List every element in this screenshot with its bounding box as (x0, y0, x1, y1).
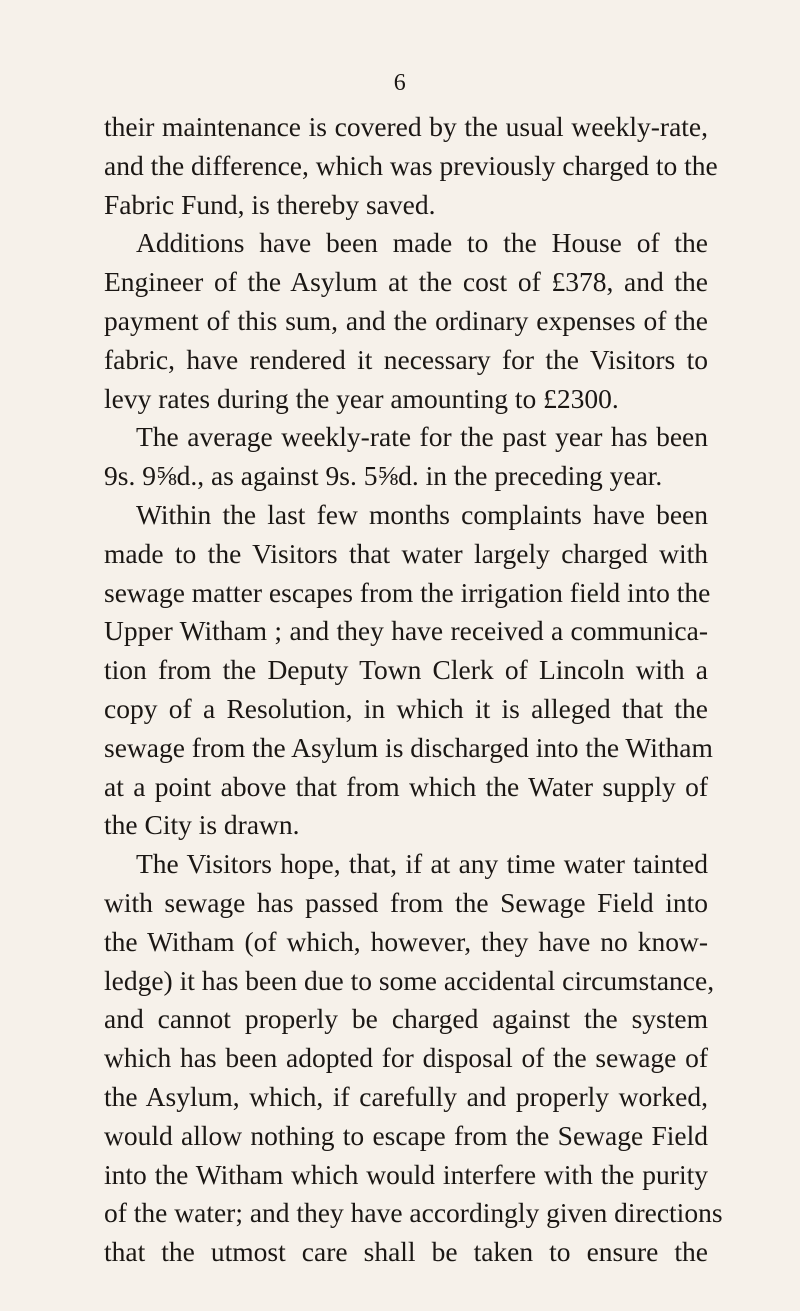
page-number: 6 (393, 70, 407, 96)
text-line: into the Witham which would interfere with the purity (104, 1158, 708, 1190)
text-line: Engineer of the Asylum at the cost of £378, and the (104, 266, 708, 298)
text-line: ledge) it has been due to some accidental circumstance, (104, 964, 715, 996)
text-line: Additions have been made to the House of the (136, 227, 708, 259)
text-line: levy rates during the year amounting to £2300. (104, 382, 619, 414)
text-line: payment of this sum, and the ordinary expenses of the (104, 304, 708, 336)
text-line: that the utmost care shall be taken to ensure the (104, 1236, 708, 1268)
text-line: would allow nothing to escape from the Sewage Field (104, 1119, 708, 1151)
text-line: Fabric Fund, is thereby saved. (104, 188, 436, 220)
text-line: of the water; and they have accordingly given directions (104, 1197, 723, 1229)
text-line: with sewage has passed from the Sewage Field into (104, 886, 708, 918)
text-line: tion from the Deputy Town Clerk of Lincoln with a (104, 654, 708, 686)
text-line: the Asylum, which, if carefully and properly worked, (104, 1080, 708, 1112)
text-line: sewage matter escapes from the irrigation field into the (104, 576, 711, 608)
text-line: and cannot properly be charged against the system (104, 1003, 708, 1035)
text-line: copy of a Resolution, in which it is alleged that the (104, 692, 708, 724)
text-line: the City is drawn. (104, 809, 300, 841)
text-line: and the difference, which was previously charged to the (104, 149, 718, 181)
text-line: made to the Visitors that water largely charged with (104, 537, 708, 569)
text-line: the Witham (of which, however, they have no know- (104, 925, 708, 957)
text-line: fabric, have rendered it necessary for the Visitors to (104, 343, 708, 375)
text-line: their maintenance is covered by the usual weekly-rate, (104, 111, 708, 142)
text-line: 9s. 9⅝d., as against 9s. 5⅝d. in the preceding year. (104, 460, 663, 492)
text-line: Within the last few months complaints have been (136, 498, 708, 530)
body-text (104, 108, 723, 1272)
text-line: sewage from the Asylum is discharged into the Witham (104, 731, 713, 763)
text-line: at a point above that from which the Water supply of (104, 770, 708, 802)
text-line: Upper Witham ; and they have received a communica- (104, 615, 708, 647)
text-line: which has been adopted for disposal of the sewage of (104, 1042, 708, 1074)
text-line: The Visitors hope, that, if at any time water tainted (136, 848, 708, 880)
text-line: The average weekly-rate for the past year has been (136, 421, 708, 453)
